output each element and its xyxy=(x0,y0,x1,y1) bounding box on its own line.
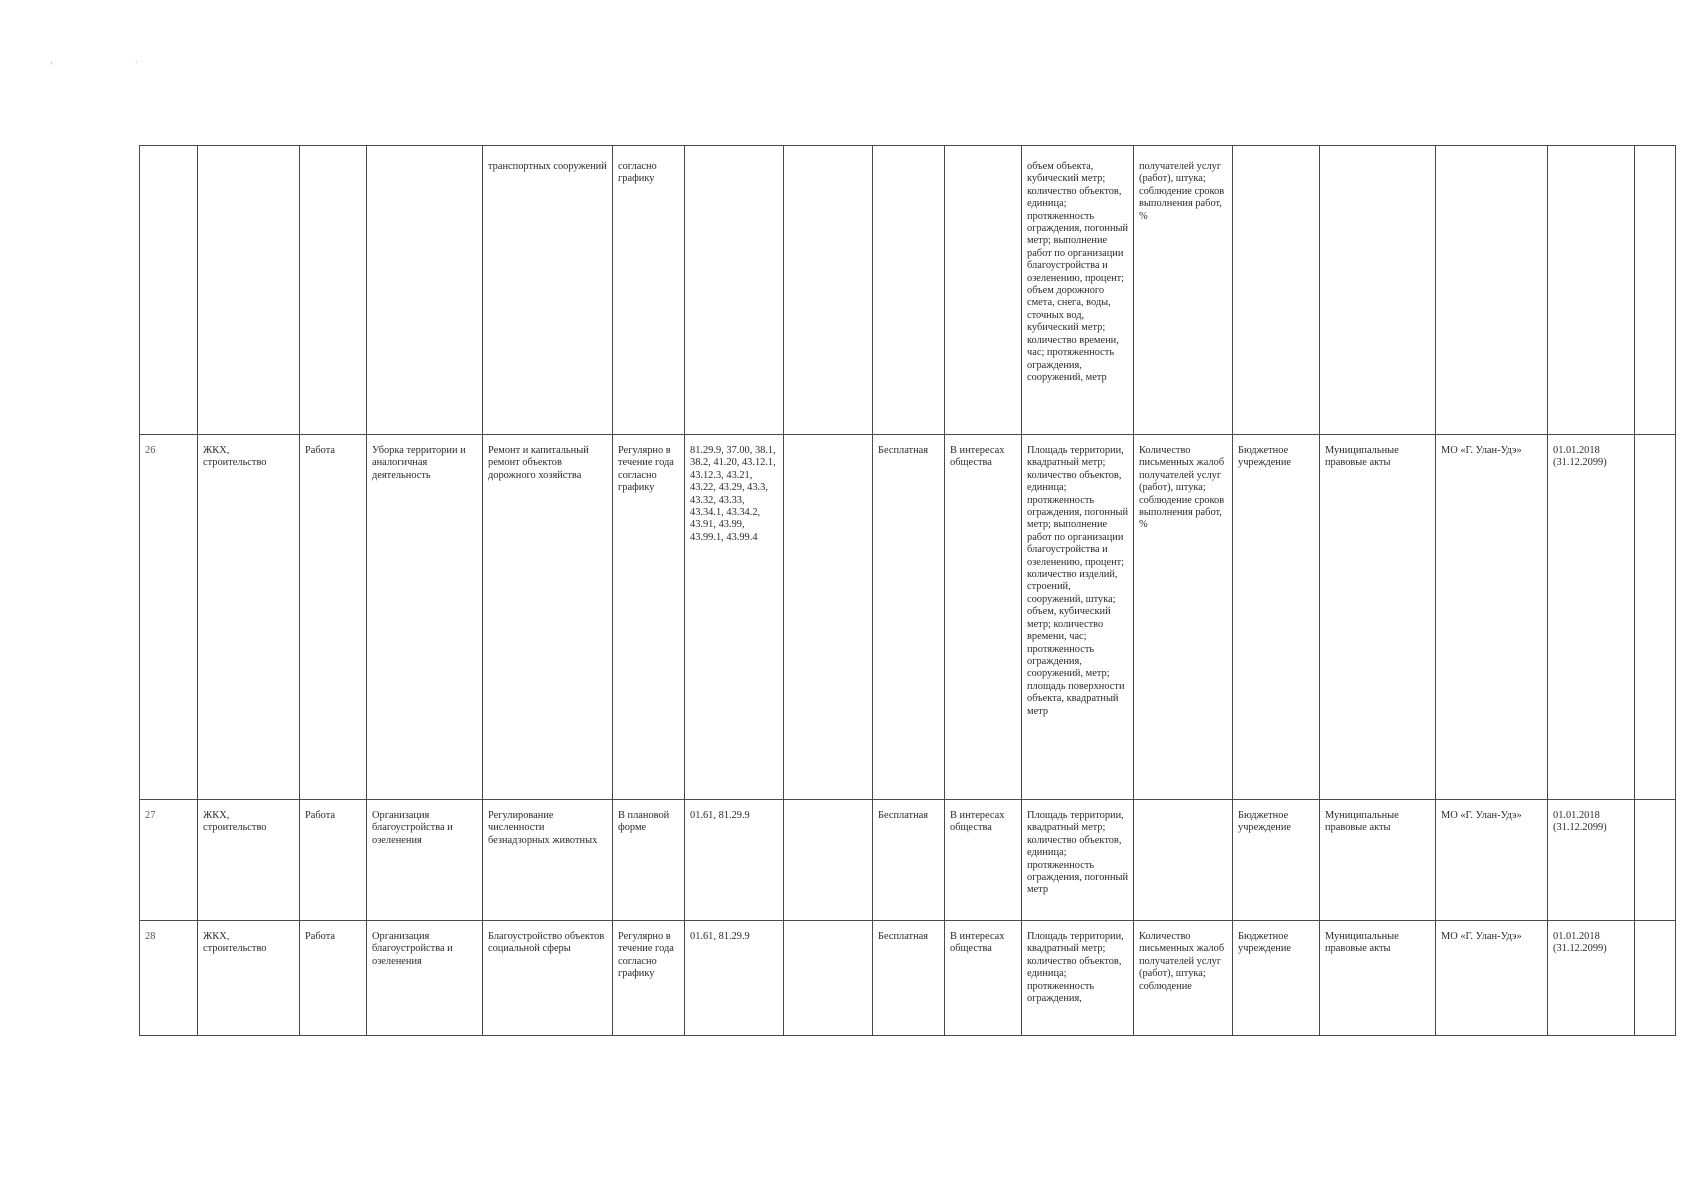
payment-cell: Бесплатная xyxy=(873,921,945,1036)
sphere-cell: ЖКХ, строительство xyxy=(198,435,300,800)
dates-cell: 01.01.2018 (31.12.2099) xyxy=(1548,435,1635,800)
legal-acts-cell: Муниципальные правовые акты xyxy=(1320,800,1436,921)
owner-cell xyxy=(1436,146,1548,435)
volume-indicators-cell: Площадь территории, квадратный метр; количество объектов, единица; протяженность ограждения, погонный метр; выполнение работ по организации благоустройства и озеленению, процент; количество изделий, строений, сооружений, штука; объем, кубический метр; количество времени, час; протяженность ограждения, сооружений, метр; площадь поверхности объекта, квадратный метр xyxy=(1022,435,1134,800)
service-type-cell: Работа xyxy=(300,800,367,921)
margin-marks: , . xyxy=(50,55,178,66)
extra-cell xyxy=(1635,921,1676,1036)
condition-cell: Регулярно в течение года согласно графику xyxy=(613,921,685,1036)
table-row xyxy=(140,146,1676,435)
extra-cell xyxy=(1635,146,1676,435)
service-content-cell: транспортных сооружений xyxy=(483,146,613,435)
okved-cell xyxy=(685,146,784,435)
table-row xyxy=(140,435,1676,800)
service-content-cell: Регулирование численности безнадзорных животных xyxy=(483,800,613,921)
dates-cell: 01.01.2018 (31.12.2099) xyxy=(1548,921,1635,1036)
okved-cell: 81.29.9, 37.00, 38.1, 38.2, 41.20, 43.12.1, 43.12.3, 43.21, 43.22, 43.29, 43.3, 43.32, 43.33, 43.34.1, 43.34.2, 43.91, 43.99, 43.99.1, 43.99.4 xyxy=(685,435,784,800)
service-name-cell: Организация благоустройства и озеленения xyxy=(367,800,483,921)
legal-acts-cell: Муниципальные правовые акты xyxy=(1320,435,1436,800)
legal-acts-cell: Муниципальные правовые акты xyxy=(1320,921,1436,1036)
service-name-cell: Уборка территории и аналогичная деятельность xyxy=(367,435,483,800)
sphere-cell: ЖКХ, строительство xyxy=(198,921,300,1036)
service-type-cell xyxy=(300,146,367,435)
blank-cell xyxy=(784,435,873,800)
institution-type-cell: Бюджетное учреждение xyxy=(1233,921,1320,1036)
quality-indicators-cell xyxy=(1134,800,1233,921)
institution-type-cell xyxy=(1233,146,1320,435)
blank-cell xyxy=(784,800,873,921)
service-type-cell: Работа xyxy=(300,921,367,1036)
owner-cell: МО «Г. Улан-Удэ» xyxy=(1436,800,1548,921)
consumers-cell: В интересах общества xyxy=(945,800,1022,921)
row-number: 28 xyxy=(140,921,198,1036)
quality-indicators-cell: Количество письменных жалоб получателей услуг (работ), штука; соблюдение сроков выполнения работ, % xyxy=(1134,435,1233,800)
institution-type-cell: Бюджетное учреждение xyxy=(1233,435,1320,800)
volume-indicators-cell: Площадь территории, квадратный метр; количество объектов, единица; протяженность ограждения, погонный метр xyxy=(1022,800,1134,921)
sphere-cell xyxy=(198,146,300,435)
payment-cell xyxy=(873,146,945,435)
consumers-cell: В интересах общества xyxy=(945,435,1022,800)
consumers-cell xyxy=(945,146,1022,435)
institution-type-cell: Бюджетное учреждение xyxy=(1233,800,1320,921)
table-row xyxy=(140,800,1676,921)
okved-cell: 01.61, 81.29.9 xyxy=(685,921,784,1036)
dates-cell xyxy=(1548,146,1635,435)
payment-cell: Бесплатная xyxy=(873,435,945,800)
volume-indicators-cell: объем объекта, кубический метр; количество объектов, единица; протяженность ограждения, погонный метр; выполнение работ по организации благоустройства и озеленению, процент; объем дорожного смета, снега, воды, сточных вод, кубический метр; количество времени, час; протяженность ограждения, сооружений, метр xyxy=(1022,146,1134,435)
payment-cell: Бесплатная xyxy=(873,800,945,921)
condition-cell: согласно графику xyxy=(613,146,685,435)
consumers-cell: В интересах общества xyxy=(945,921,1022,1036)
volume-indicators-cell: Площадь территории, квадратный метр; количество объектов, единица; протяженность ограждения, xyxy=(1022,921,1134,1036)
sphere-cell: ЖКХ, строительство xyxy=(198,800,300,921)
services-registry-table xyxy=(139,145,1676,1036)
owner-cell: МО «Г. Улан-Удэ» xyxy=(1436,921,1548,1036)
row-number: 26 xyxy=(140,435,198,800)
dates-cell: 01.01.2018 (31.12.2099) xyxy=(1548,800,1635,921)
extra-cell xyxy=(1635,800,1676,921)
service-type-cell: Работа xyxy=(300,435,367,800)
condition-cell: В плановой форме xyxy=(613,800,685,921)
blank-cell xyxy=(784,921,873,1036)
extra-cell xyxy=(1635,435,1676,800)
owner-cell: МО «Г. Улан-Удэ» xyxy=(1436,435,1548,800)
service-content-cell: Ремонт и капитальный ремонт объектов дорожного хозяйства xyxy=(483,435,613,800)
row-number: 27 xyxy=(140,800,198,921)
table-row xyxy=(140,921,1676,1036)
row-number xyxy=(140,146,198,435)
quality-indicators-cell: Количество письменных жалоб получателей услуг (работ), штука; соблюдение xyxy=(1134,921,1233,1036)
service-content-cell: Благоустройство объектов социальной сферы xyxy=(483,921,613,1036)
quality-indicators-cell: получателей услуг (работ), штука; соблюдение сроков выполнения работ, % xyxy=(1134,146,1233,435)
okved-cell: 01.61, 81.29.9 xyxy=(685,800,784,921)
legal-acts-cell xyxy=(1320,146,1436,435)
condition-cell: Регулярно в течение года согласно графику xyxy=(613,435,685,800)
service-name-cell xyxy=(367,146,483,435)
blank-cell xyxy=(784,146,873,435)
service-name-cell: Организация благоустройства и озеленения xyxy=(367,921,483,1036)
